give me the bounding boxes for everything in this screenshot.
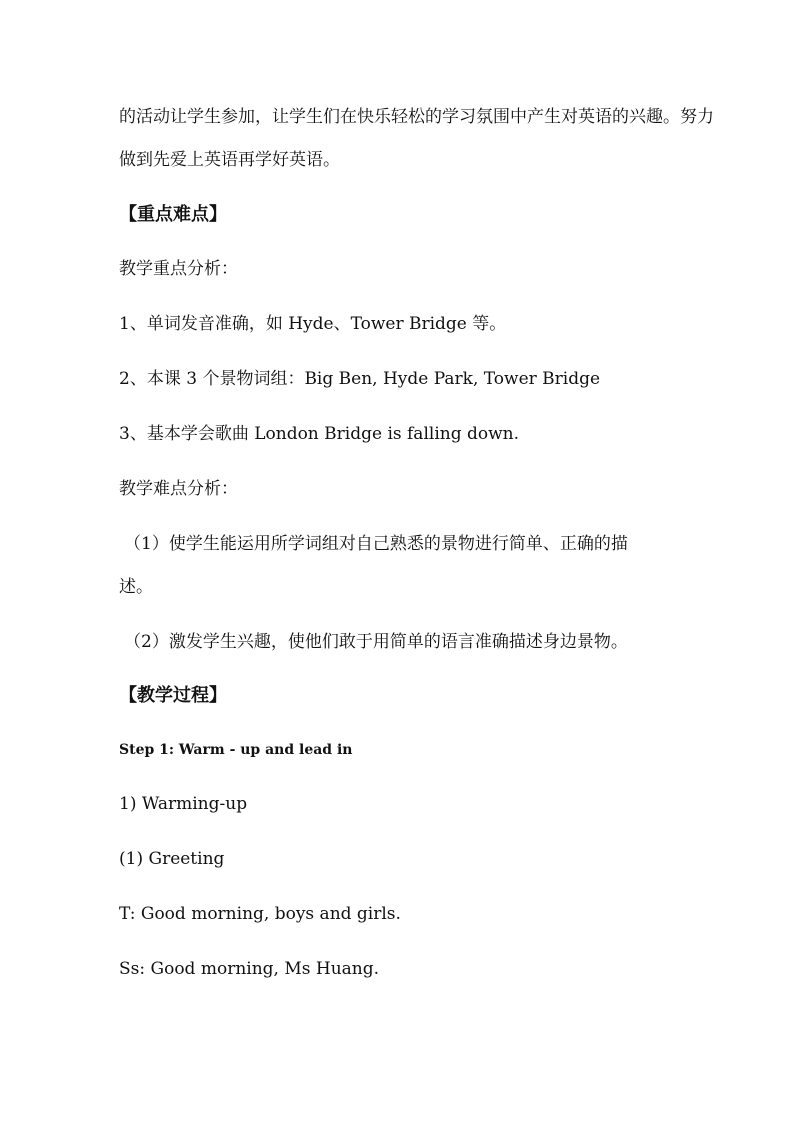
step-1-heading: Step 1: Warm - up and lead in [119,742,353,758]
process-heading: 【教学过程】 [119,685,227,706]
focus-item-1: 1、单词发音准确，如 Hyde、Tower Bridge 等。 [119,314,507,334]
intro-line-1: 的活动让学生参加，让学生们在快乐轻松的学习氛围中产生对英语的兴趣。努力 [119,107,714,127]
focus-item-2: 2、本课 3 个景物词组：Big Ben, Hyde Park, Tower Bridge [119,369,601,389]
difficulty-item-1-line-2: 述。 [119,577,153,597]
warming-up-line: 1) Warming-up [119,794,248,814]
focus-item-3: 3、基本学会歌曲 London Bridge is falling down. [119,424,520,444]
greeting-line: (1) Greeting [119,849,225,869]
students-dialogue-line: Ss: Good morning, Ms Huang. [119,959,380,979]
key-points-heading: 【重点难点】 [119,204,227,225]
difficulty-title: 教学难点分析： [119,479,238,499]
difficulty-item-1-line-1: （1）使学生能运用所学词组对自己熟悉的景物进行简单、正确的描 [124,534,628,554]
teacher-dialogue-line: T: Good morning, boys and girls. [119,904,401,924]
intro-line-2: 做到先爱上英语再学好英语。 [119,150,340,170]
difficulty-item-2: （2）激发学生兴趣，使他们敢于用简单的语言准确描述身边景物。 [124,632,628,652]
focus-title: 教学重点分析： [119,259,238,279]
